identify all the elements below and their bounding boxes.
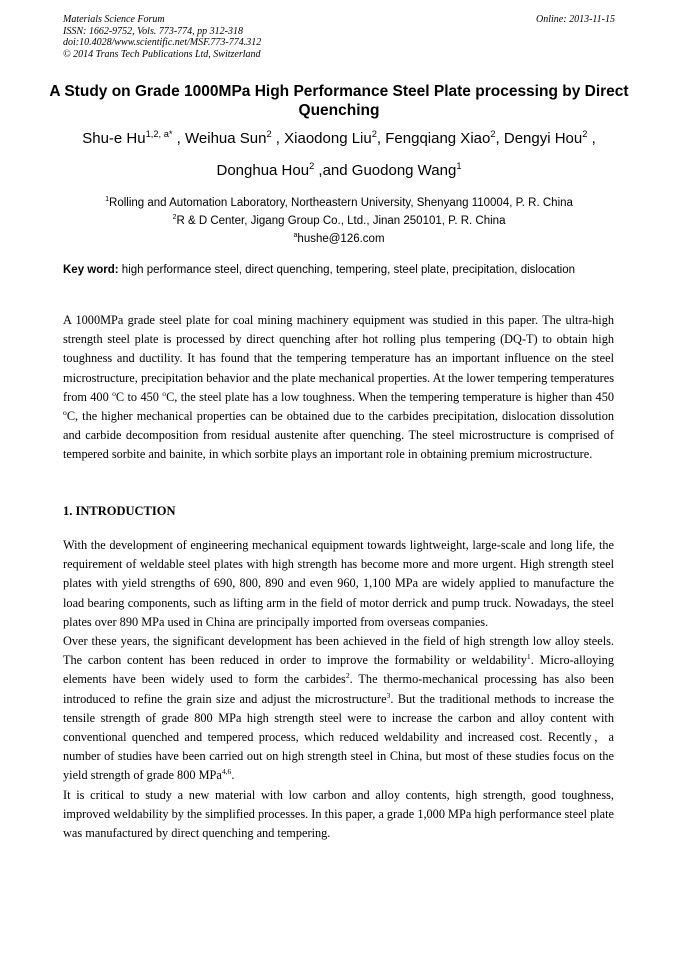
paragraph: Over these years, the significant development has been achieved in the field of high strength low alloy steels. The carbon content has been reduced in order to improve the formability or weldability$^1$. Micro-alloying elements have been widely used to form the carbides$^2$. The thermo-mechanical processing has also been introduced to refine the grain size and adjust the microstructure$^3$. But the traditional methods to increase the tensile strength of grade 800 MPa high strength steel were to increase the carbon and alloy content with conventional quenched and tempered process, which reduced weldability and increased cost. Recently，a number of studies have been carried out on high strength steel in China, but most of these studies focus on the yield strength of grade 800 MPa$^{4,6}$. xyxy=(63,634,614,783)
keywords xyxy=(63,262,614,280)
affiliation-2: $^2$R & D Center, Jigang Group Co., Ltd., Jinan 250101, P. R. China xyxy=(172,213,506,227)
author-sup: 2 xyxy=(266,129,272,139)
author-name: Shu-e Hu xyxy=(82,130,146,147)
copyright-line: © 2014 Trans Tech Publications Ltd, Switzerland xyxy=(63,48,261,60)
author-name: and Guodong Wang xyxy=(322,162,457,179)
section-heading: 1. INTRODUCTION xyxy=(63,504,176,518)
author-name: Xiaodong Liu xyxy=(284,130,372,147)
author-sup: 2 xyxy=(371,129,377,139)
keywords-text: high performance steel, direct quenching, tempering, steel plate, precipitation, dislocation xyxy=(121,264,576,276)
journal-header xyxy=(63,14,615,60)
author-name: Donghua Hou xyxy=(216,162,310,179)
author-name: Dengyi Hou xyxy=(503,130,583,147)
citation: 1 xyxy=(526,652,531,662)
issn-line: ISSN: 1662-9752, Vols. 773-774, pp 312-318 xyxy=(63,25,243,37)
author-sup: 2 xyxy=(490,129,496,139)
paper-title: A Study on Grade 1000MPa High Performance Steel Plate processing by Direct Quenching xyxy=(49,83,629,119)
doi-line: doi:10.4028/www.scientific.net/MSF.773-774.312 xyxy=(63,37,262,48)
paragraph: It is critical to study a new material with low carbon and alloy contents, high strength, good toughness, improved weldability by the simplified processes. In this paper, a grade 1,000 MPa high performance steel plate was manufactured by direct quenching and tempering. xyxy=(63,787,615,841)
affiliation-1: $^1$Rolling and Automation Laboratory, Northeastern University, Shenyang 110004, P. R. China xyxy=(105,195,573,209)
author-sup: 2 xyxy=(582,129,588,139)
abstract: A 1000MPa grade steel plate for coal mining machinery equipment was studied in this paper. The ultra-high strength steel plate is processed by direct quenching after hot rolling plus tempering (DQ-T) to obtain high toughness and ductility. It has found that the tempering temperature has an important influence on the steel microstructure, precipitation behavior and the plate mechanical properties. At the lower tempering temperatures from 400 $^o$C to 450 $^o$C, the steel plate has a low toughness. When the tempering temperature is higher than 450 $^o$C, the higher mechanical properties can be obtained due to the carbides precipitation, dislocation dissolution and carbide decomposition from residual austenite after quenching. The steel microstructure is comprised of tempered sorbite and bainite, in which sorbite plays an important role in obtaining premium microstructure. xyxy=(63,313,615,462)
author-email: $^a$hushe@126.com xyxy=(293,231,385,245)
citation: 3 xyxy=(386,690,391,700)
introduction xyxy=(63,536,614,843)
paragraph: With the development of engineering mechanical equipment towards lightweight, large-scale and long life, the requirement of weldable steel plates with high strength has become more and more urgent. High strength steel plates with yield strengths of 690, 800, 890 and even 960, 1,100 MPa are widely applied to manufacture the load bearing components, such as lifting arm in the field of motor derrick and pump truck. Nowadays, the steel plates over 890 MPa used in China are principally imported from overseas companies. xyxy=(63,538,614,629)
citation: 4,6 xyxy=(221,767,232,777)
citation: 2 xyxy=(345,671,350,681)
online-date: Online: 2013-11-15 xyxy=(536,14,615,25)
author-sup: 1,2, a* xyxy=(145,129,173,139)
author-line-2: Donghua Hou$^2$ ,and Guodong Wang$^1$ xyxy=(216,161,462,179)
author-name: Weihua Sun xyxy=(185,130,267,147)
author-sup: 2 xyxy=(309,161,315,171)
author-line-1: Shu-e $Hu^{1,2, a*}$ , Weihua Sun$^2$ , Xiaodong Liu$^2$, Fengqiang Xiao$^2$, Dengyi Hou$^2$ , xyxy=(82,129,596,147)
author-sup: 1 xyxy=(456,161,462,171)
journal-name: Materials Science Forum xyxy=(63,14,165,25)
author-name: Fengqiang Xiao xyxy=(385,130,491,147)
keywords-label: Key word: xyxy=(63,264,119,276)
